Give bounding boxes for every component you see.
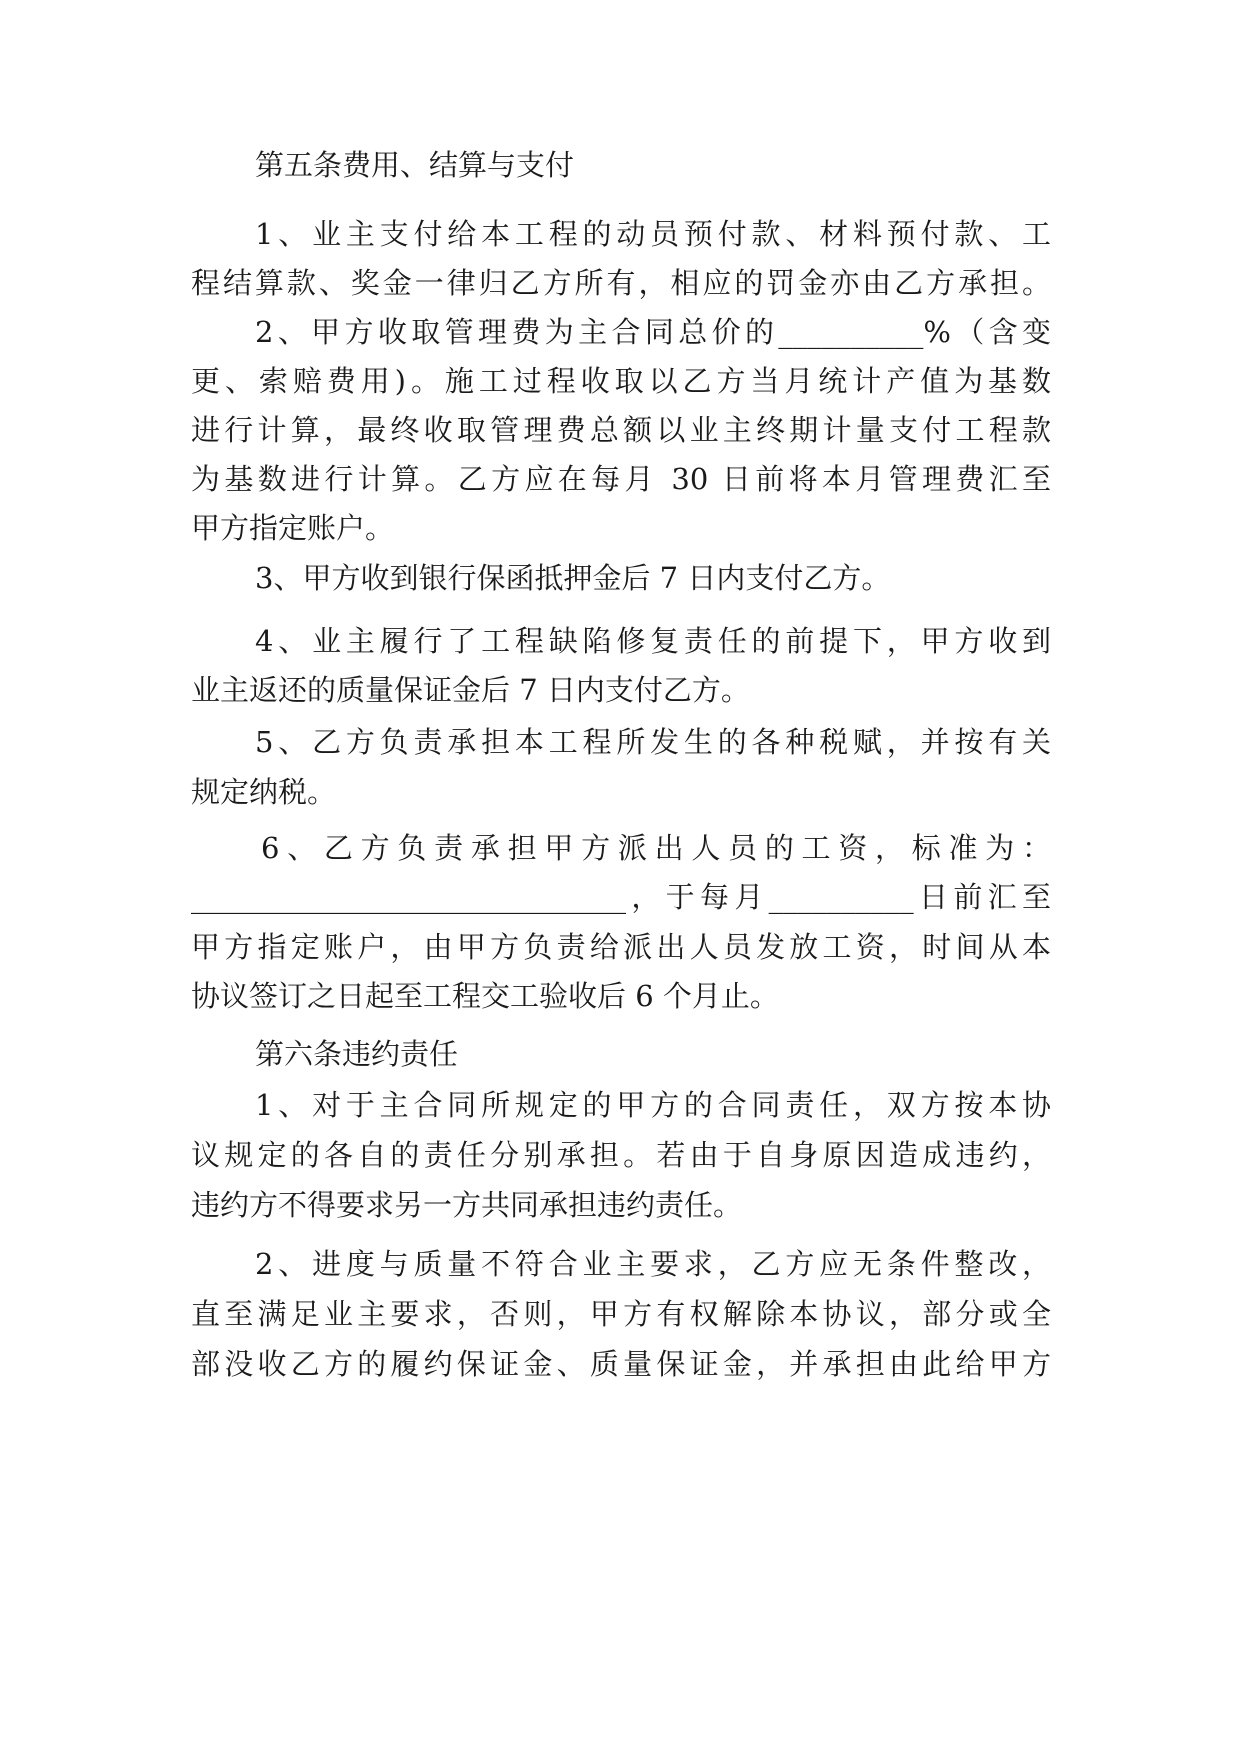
- document-line: 第六条违约责任: [255, 1037, 459, 1071]
- document-line: 议规定的各自的责任分别承担。若由于自身原因造成违约，: [191, 1138, 1051, 1172]
- document-line: 6、乙方负责承担甲方派出人员的工资，标准为：: [261, 831, 1051, 865]
- document-line: 进行计算，最终收取管理费总额以业主终期计量支付工程款: [191, 413, 1051, 447]
- document-line: ______________________________，于每月__________日前汇至: [191, 880, 1051, 914]
- document-line: 1、业主支付给本工程的动员预付款、材料预付款、工: [255, 217, 1051, 251]
- document-line: 违约方不得要求另一方共同承担违约责任。: [191, 1188, 743, 1222]
- document-line: 2、进度与质量不符合业主要求，乙方应无条件整改，: [255, 1247, 1051, 1281]
- document-line: 直至满足业主要求，否则，甲方有权解除本协议，部分或全: [191, 1297, 1051, 1331]
- document-line: 2、甲方收取管理费为主合同总价的__________%（含变: [255, 315, 1051, 349]
- document-line: 业主返还的质量保证金后 7 日内支付乙方。: [191, 673, 750, 707]
- document-line: 规定纳税。: [191, 775, 337, 809]
- document-line: 为基数进行计算。乙方应在每月 30 日前将本月管理费汇至: [191, 462, 1051, 496]
- document-line: 甲方指定账户，由甲方负责给派出人员发放工资，时间从本: [191, 930, 1051, 964]
- document-line: 更、索赔费用)。施工过程收取以乙方当月统计产值为基数: [191, 364, 1051, 398]
- document-line: 甲方指定账户。: [191, 511, 395, 545]
- document-line: 部没收乙方的履约保证金、质量保证金，并承担由此给甲方: [191, 1347, 1051, 1381]
- document-line: 1、对于主合同所规定的甲方的合同责任，双方按本协: [255, 1088, 1051, 1122]
- document-line: 协议签订之日起至工程交工验收后 6 个月止。: [191, 979, 779, 1013]
- document-line: 5、乙方负责承担本工程所发生的各种税赋，并按有关: [255, 725, 1051, 759]
- document-line: 程结算款、奖金一律归乙方所有，相应的罚金亦由乙方承担。: [191, 266, 1051, 300]
- document-line: 3、甲方收到银行保函抵押金后 7 日内支付乙方。: [255, 561, 891, 595]
- document-line: 4、业主履行了工程缺陷修复责任的前提下，甲方收到: [255, 624, 1051, 658]
- document-line: 第五条费用、结算与支付: [255, 148, 575, 182]
